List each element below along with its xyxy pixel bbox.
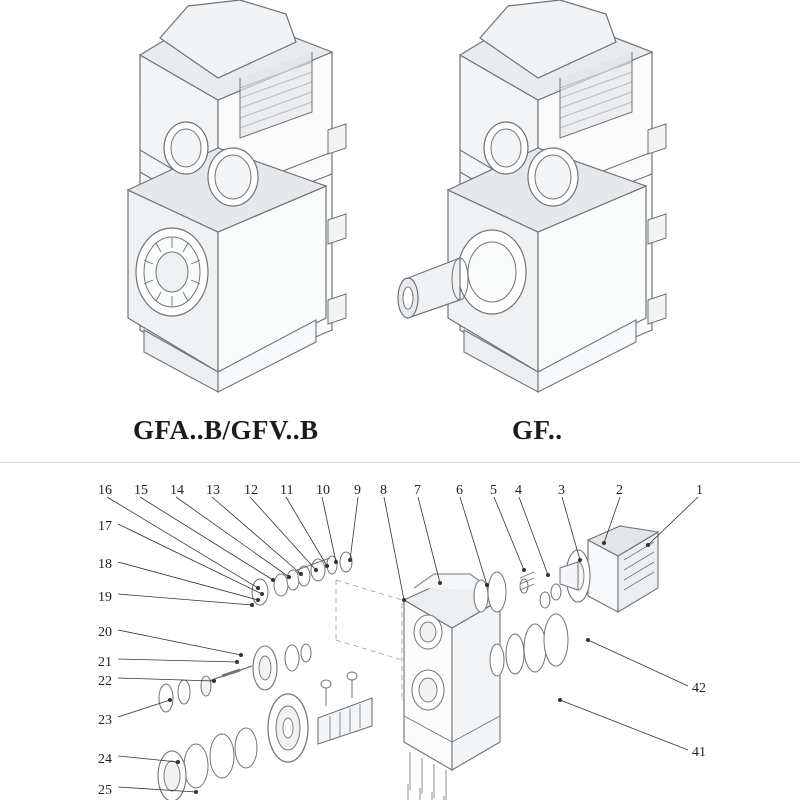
leader-line-9 [350, 497, 358, 560]
leader-dot-23 [168, 698, 171, 701]
leader-dot-1 [646, 543, 649, 546]
exploded-shaft-upper [252, 552, 352, 605]
callout-number-10: 10 [316, 483, 330, 498]
leader-dot-21 [235, 660, 238, 663]
leader-line-21 [118, 659, 237, 662]
leader-line-18 [118, 562, 258, 600]
leader-dot-13 [299, 572, 302, 575]
callout-number-6: 6 [456, 483, 463, 498]
leader-dot-12 [314, 568, 317, 571]
leader-dot-10 [334, 560, 337, 563]
leader-line-3 [562, 497, 580, 560]
leader-line-15 [140, 497, 273, 580]
leader-line-11 [286, 497, 327, 566]
leader-dot-20 [239, 653, 242, 656]
callout-number-11: 11 [280, 483, 294, 498]
exploded-motor-unit [560, 526, 658, 612]
leader-line-10 [322, 497, 336, 562]
leader-line-5 [494, 497, 524, 570]
leader-line-20 [118, 630, 241, 655]
callout-number-42: 42 [692, 681, 706, 696]
leader-dot-24 [176, 760, 179, 763]
caption-gfab-gfvb: GFA..B/GFV..B [133, 415, 319, 445]
leader-line-12 [250, 497, 316, 570]
leader-dot-14 [287, 575, 290, 578]
leader-line-13 [212, 497, 301, 574]
leader-line-6 [460, 497, 487, 585]
caption-gf: GF.. [512, 415, 563, 445]
leader-line-4 [519, 497, 548, 575]
callout-number-24: 24 [98, 752, 112, 767]
leader-dot-6 [485, 583, 488, 586]
leader-line-1 [648, 497, 698, 545]
leader-dot-16 [256, 586, 259, 589]
leader-dot-7 [438, 581, 441, 584]
leader-dot-41 [558, 698, 561, 701]
callout-number-13: 13 [206, 483, 220, 498]
leader-dot-15 [271, 578, 274, 581]
leader-line-41 [560, 700, 688, 750]
leader-dot-18 [256, 598, 259, 601]
leader-dot-11 [325, 564, 328, 567]
callout-number-5: 5 [490, 483, 497, 498]
leader-line-19 [118, 594, 252, 605]
leader-dot-25 [194, 790, 197, 793]
callout-number-16: 16 [98, 483, 112, 498]
callout-number-9: 9 [354, 483, 361, 498]
leader-dot-9 [348, 558, 351, 561]
callout-number-23: 23 [98, 713, 112, 728]
callout-number-14: 14 [170, 483, 184, 498]
callout-number-22: 22 [98, 674, 112, 689]
callout-number-41: 41 [692, 745, 706, 760]
leader-dot-5 [522, 568, 525, 571]
callout-number-21: 21 [98, 655, 112, 670]
callout-number-15: 15 [134, 483, 148, 498]
leader-line-7 [418, 497, 440, 583]
callout-number-1: 1 [696, 483, 703, 498]
callout-number-7: 7 [414, 483, 421, 498]
callout-number-4: 4 [515, 483, 522, 498]
callout-number-12: 12 [244, 483, 258, 498]
callout-number-20: 20 [98, 625, 112, 640]
callout-number-3: 3 [558, 483, 565, 498]
callout-number-18: 18 [98, 557, 112, 572]
leader-dot-42 [586, 638, 589, 641]
callout-number-19: 19 [98, 590, 112, 605]
callout-number-17: 17 [98, 519, 112, 534]
leader-dot-22 [212, 679, 215, 682]
leader-line-42 [588, 640, 688, 686]
leader-line-8 [384, 497, 404, 600]
leader-line-16 [107, 497, 258, 588]
leader-line-17 [118, 524, 262, 594]
leader-dot-3 [578, 558, 581, 561]
leader-dot-19 [250, 603, 253, 606]
callout-number-2: 2 [616, 483, 623, 498]
callout-number-8: 8 [380, 483, 387, 498]
leader-dot-8 [402, 598, 405, 601]
leader-line-14 [176, 497, 289, 577]
leader-dot-17 [260, 592, 263, 595]
leader-dot-2 [602, 541, 605, 544]
callout-number-25: 25 [98, 783, 112, 798]
leader-line-22 [118, 678, 214, 681]
leader-dot-4 [546, 573, 549, 576]
